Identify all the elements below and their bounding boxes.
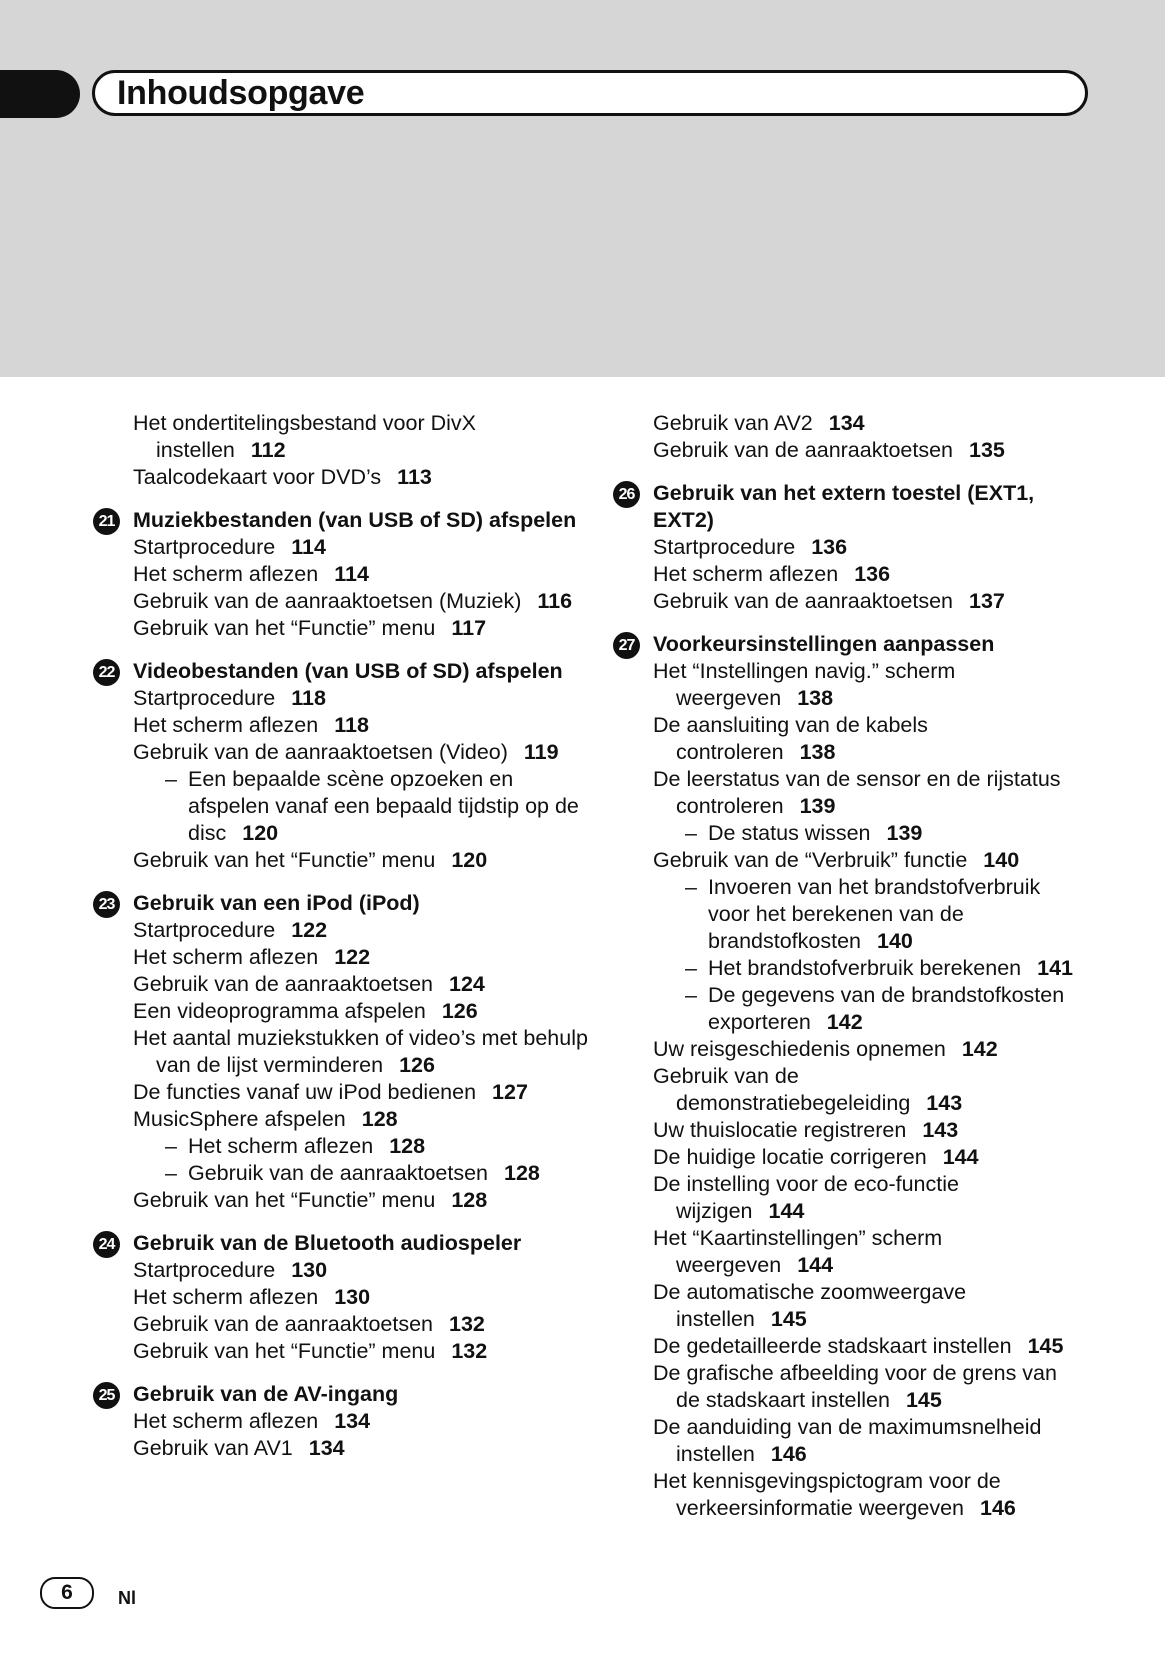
toc-entry[interactable] xyxy=(93,971,593,998)
toc-entry[interactable] xyxy=(613,1360,1083,1414)
toc-entry[interactable] xyxy=(613,1063,1083,1117)
entry-page-number: 141 xyxy=(1037,956,1074,980)
entry-text: Het scherm aflezen xyxy=(133,1285,319,1309)
entry-text: Het scherm aflezen xyxy=(653,562,839,586)
toc-section xyxy=(93,890,593,1214)
entry-page-number: 138 xyxy=(799,740,836,764)
entry-text: Startprocedure xyxy=(653,535,796,559)
toc-entry[interactable] xyxy=(613,1036,1083,1063)
entry-page-number: 117 xyxy=(451,616,487,640)
entry-text: Het scherm aflezen xyxy=(133,562,319,586)
entry-text: Gebruik van de aanraaktoetsen (Muziek) xyxy=(133,589,522,613)
entry-page-number: 113 xyxy=(397,465,432,489)
section-heading[interactable] xyxy=(93,658,593,685)
entry-page-number: 145 xyxy=(770,1307,807,1331)
entry-text: De gegevens van de brandstofkosten exporteren xyxy=(708,983,1065,1034)
entry-page-number: 143 xyxy=(922,1118,959,1142)
entry-page-number: 137 xyxy=(969,589,1005,613)
toc-entry[interactable] xyxy=(613,1144,1083,1171)
toc-entry[interactable] xyxy=(613,588,1083,615)
toc-entry[interactable] xyxy=(613,561,1083,588)
entry-text: De gedetailleerde stadskaart instellen xyxy=(653,1334,1012,1358)
toc-entry[interactable] xyxy=(93,1435,593,1462)
entry-page-number: 146 xyxy=(770,1442,807,1466)
section-heading[interactable] xyxy=(93,1381,593,1408)
header-background xyxy=(0,0,1165,377)
entry-page-number: 145 xyxy=(905,1388,942,1412)
toc-subentry[interactable] xyxy=(93,766,593,847)
section-title: Gebruik van een iPod (iPod) xyxy=(133,891,420,915)
entry-page-number: 134 xyxy=(828,411,865,435)
toc-entry[interactable] xyxy=(93,917,593,944)
entry-page-number: 116 xyxy=(537,589,573,613)
entry-page-number: 146 xyxy=(980,1496,1016,1520)
toc-entry[interactable] xyxy=(613,1468,1083,1522)
toc-section xyxy=(613,631,1083,1522)
entry-text: Startprocedure xyxy=(133,1258,276,1282)
entry-page-number: 143 xyxy=(926,1091,963,1115)
toc-subentry[interactable] xyxy=(613,820,1083,847)
page-title: Inhoudsopgave xyxy=(117,74,365,112)
entry-page-number: 138 xyxy=(797,686,834,710)
entry-page-number: 120 xyxy=(451,848,488,872)
entry-text: Gebruik van de aanraaktoetsen xyxy=(653,589,954,613)
entry-page-number: 139 xyxy=(886,821,923,845)
toc-subentry[interactable] xyxy=(93,1160,593,1187)
entry-text: De leerstatus van de sensor en de rijstatus controleren xyxy=(653,767,1061,818)
toc-entry[interactable] xyxy=(93,464,593,491)
entry-page-number: 127 xyxy=(492,1080,528,1104)
toc-section xyxy=(93,1230,593,1365)
entry-text: Gebruik van AV2 xyxy=(653,411,813,435)
section-title: Videobestanden (van USB of SD) afspelen xyxy=(133,659,563,683)
section-heading[interactable] xyxy=(93,1230,593,1257)
dash-bullet: – xyxy=(685,821,697,845)
dash-bullet: – xyxy=(165,1134,177,1158)
entry-page-number: 144 xyxy=(768,1199,805,1223)
toc-section xyxy=(93,658,593,874)
entry-page-number: 142 xyxy=(961,1037,998,1061)
toc-entry[interactable] xyxy=(613,1225,1083,1279)
entry-page-number: 112 xyxy=(250,438,286,462)
entry-text: Een videoprogramma afspelen xyxy=(133,999,426,1023)
entry-page-number: 122 xyxy=(291,918,328,942)
toc-entry[interactable] xyxy=(613,1117,1083,1144)
toc-entry[interactable] xyxy=(613,1414,1083,1468)
toc-subentry[interactable] xyxy=(613,874,1083,955)
toc-entry[interactable] xyxy=(613,712,1083,766)
entry-page-number: 130 xyxy=(334,1285,371,1309)
entry-text: Gebruik van de aanraaktoetsen xyxy=(133,1312,434,1336)
entry-page-number: 134 xyxy=(334,1409,371,1433)
entry-text: Gebruik van de demonstratiebegeleiding xyxy=(653,1064,911,1115)
entry-text: Gebruik van de aanraaktoetsen xyxy=(653,438,954,462)
entry-page-number: 134 xyxy=(308,1436,345,1460)
section-title: Gebruik van de AV-ingang xyxy=(133,1382,399,1406)
entry-text: Het scherm aflezen xyxy=(133,1409,319,1433)
toc-entry[interactable] xyxy=(93,739,593,766)
toc-entry[interactable] xyxy=(93,1106,593,1133)
section-number-badge: 25 xyxy=(93,1382,120,1409)
entry-text: De functies vanaf uw iPod bedienen xyxy=(133,1080,477,1104)
toc-entry[interactable] xyxy=(93,615,593,642)
toc-left-column xyxy=(93,410,593,1462)
entry-page-number: 128 xyxy=(451,1188,488,1212)
entry-page-number: 139 xyxy=(799,794,836,818)
toc-entry[interactable] xyxy=(93,1025,593,1079)
entry-page-number: 144 xyxy=(942,1145,979,1169)
toc-entry[interactable] xyxy=(93,410,593,464)
entry-text: Uw reisgeschiedenis opnemen xyxy=(653,1037,946,1061)
entry-text: Gebruik van de aanraaktoetsen xyxy=(133,972,434,996)
toc-entry[interactable] xyxy=(93,1408,593,1435)
section-title: Muziekbestanden (van USB of SD) afspelen xyxy=(133,508,577,532)
entry-text: Het brandstofverbruik berekenen xyxy=(708,956,1022,980)
header-tab-marker xyxy=(0,70,80,118)
title-box xyxy=(92,70,1088,116)
entry-text: Gebruik van de aanraaktoetsen xyxy=(188,1161,489,1185)
toc-right-column xyxy=(613,410,1083,1522)
toc-entry[interactable] xyxy=(93,944,593,971)
entry-page-number: 132 xyxy=(451,1339,488,1363)
toc-entry[interactable] xyxy=(93,998,593,1025)
entry-text: Startprocedure xyxy=(133,918,276,942)
entry-text: De grafische afbeelding voor de grens van de stadskaart instellen xyxy=(653,1361,1057,1412)
dash-bullet: – xyxy=(165,767,177,791)
toc-entry[interactable] xyxy=(613,766,1083,820)
entry-page-number: 118 xyxy=(334,713,369,737)
toc-entry[interactable] xyxy=(93,1311,593,1338)
dash-bullet: – xyxy=(685,983,697,1007)
entry-text: De status wissen xyxy=(708,821,871,845)
entry-text: Het “Kaartinstellingen” scherm weergeven xyxy=(653,1226,943,1277)
dash-bullet: – xyxy=(685,956,697,980)
section-heading[interactable] xyxy=(613,480,1083,534)
toc-entry[interactable] xyxy=(93,685,593,712)
entry-text: Startprocedure xyxy=(133,686,276,710)
section-number-badge: 22 xyxy=(93,659,120,686)
toc-entry[interactable] xyxy=(93,1257,593,1284)
entry-text: Gebruik van AV1 xyxy=(133,1436,293,1460)
toc-entry[interactable] xyxy=(93,847,593,874)
dash-bullet: – xyxy=(165,1161,177,1185)
entry-page-number: 135 xyxy=(969,438,1005,462)
entry-page-number: 126 xyxy=(441,999,478,1023)
toc-entry[interactable] xyxy=(93,588,593,615)
entry-page-number: 128 xyxy=(389,1134,426,1158)
section-number-badge: 26 xyxy=(613,481,640,508)
entry-text: Gebruik van het “Functie” menu xyxy=(133,616,436,640)
entry-page-number: 136 xyxy=(811,535,848,559)
entry-page-number: 132 xyxy=(449,1312,485,1336)
section-number-badge: 21 xyxy=(93,508,120,535)
entry-page-number: 126 xyxy=(399,1053,435,1077)
toc-entry[interactable] xyxy=(93,1187,593,1214)
toc-entry[interactable] xyxy=(613,410,1083,437)
toc-entry[interactable] xyxy=(93,1079,593,1106)
entry-text: MusicSphere afspelen xyxy=(133,1107,346,1131)
toc-section xyxy=(93,507,593,642)
entry-page-number: 128 xyxy=(504,1161,540,1185)
entry-page-number: 124 xyxy=(449,972,485,996)
toc-entry[interactable] xyxy=(93,534,593,561)
entry-text: Het ondertitelingsbestand voor DivX instellen xyxy=(133,411,476,462)
entry-text: Taalcodekaart voor DVD’s xyxy=(133,465,382,489)
toc-entry[interactable] xyxy=(93,1338,593,1365)
entry-text: De huidige locatie corrigeren xyxy=(653,1145,927,1169)
entry-page-number: 120 xyxy=(242,821,279,845)
entry-text: De instelling voor de eco-functie wijzigen xyxy=(653,1172,959,1223)
entry-text: Uw thuislocatie registreren xyxy=(653,1118,907,1142)
entry-text: De aanduiding van de maximumsnelheid instellen xyxy=(653,1415,1042,1466)
toc-entry[interactable] xyxy=(93,1284,593,1311)
entry-page-number: 144 xyxy=(797,1253,834,1277)
entry-page-number: 122 xyxy=(334,945,371,969)
toc-entry[interactable] xyxy=(613,847,1083,874)
entry-page-number: 128 xyxy=(361,1107,398,1131)
entry-text: Het “Instellingen navig.” scherm weergeven xyxy=(653,659,956,710)
entry-page-number: 136 xyxy=(854,562,891,586)
entry-text: Gebruik van het “Functie” menu xyxy=(133,1339,436,1363)
toc-section xyxy=(613,480,1083,615)
section-number-badge: 27 xyxy=(613,632,640,659)
toc-entry[interactable] xyxy=(613,534,1083,561)
entry-text: Het kennisgevingspictogram voor de verkeersinformatie weergeven xyxy=(653,1469,1001,1520)
entry-text: Gebruik van het “Functie” menu xyxy=(133,848,436,872)
entry-text: Het aantal muziekstukken of video’s met behulp van de lijst verminderen xyxy=(133,1026,588,1077)
section-title: Gebruik van het extern toestel (EXT1, EXT2) xyxy=(653,481,1035,532)
section-title: Voorkeursinstellingen aanpassen xyxy=(653,632,995,656)
section-heading[interactable] xyxy=(613,631,1083,658)
entry-text: De automatische zoomweergave instellen xyxy=(653,1280,967,1331)
entry-page-number: 140 xyxy=(877,929,913,953)
entry-text: Gebruik van het “Functie” menu xyxy=(133,1188,436,1212)
toc-entry[interactable] xyxy=(613,1171,1083,1225)
toc-subentry[interactable] xyxy=(93,1133,593,1160)
entry-text: Het scherm aflezen xyxy=(133,945,319,969)
toc-entry[interactable] xyxy=(613,658,1083,712)
entry-text: Startprocedure xyxy=(133,535,276,559)
entry-text: De aansluiting van de kabels controleren xyxy=(653,713,928,764)
entry-page-number: 130 xyxy=(291,1258,328,1282)
entry-page-number: 119 xyxy=(523,740,559,764)
toc-entry[interactable] xyxy=(613,1279,1083,1333)
entry-text: Gebruik van de “Verbruik” functie xyxy=(653,848,968,872)
toc-section xyxy=(93,410,593,491)
toc-entry[interactable] xyxy=(93,712,593,739)
entry-page-number: 142 xyxy=(826,1010,863,1034)
entry-text: Het scherm aflezen xyxy=(188,1134,374,1158)
language-code: Nl xyxy=(118,1588,136,1608)
entry-text: Een bepaalde scène opzoeken en afspelen vanaf een bepaald tijdstip op de disc xyxy=(188,767,579,845)
section-heading[interactable] xyxy=(93,890,593,917)
page-number: 6 xyxy=(40,1577,94,1609)
section-title: Gebruik van de Bluetooth audiospeler xyxy=(133,1231,522,1255)
toc-subentry[interactable] xyxy=(613,955,1083,982)
toc-entry[interactable] xyxy=(613,437,1083,464)
toc-subentry[interactable] xyxy=(613,982,1083,1036)
toc-section xyxy=(93,1381,593,1462)
toc-entry[interactable] xyxy=(613,1333,1083,1360)
toc-entry[interactable] xyxy=(93,561,593,588)
section-heading[interactable] xyxy=(93,507,593,534)
section-number-badge: 24 xyxy=(93,1231,120,1258)
section-number-badge: 23 xyxy=(93,891,120,918)
entry-page-number: 114 xyxy=(334,562,369,586)
entry-text: Gebruik van de aanraaktoetsen (Video) xyxy=(133,740,508,764)
entry-page-number: 114 xyxy=(291,535,326,559)
entry-page-number: 118 xyxy=(291,686,326,710)
toc-section xyxy=(613,410,1083,464)
dash-bullet: – xyxy=(685,875,697,899)
entry-text: Het scherm aflezen xyxy=(133,713,319,737)
entry-text: Invoeren van het brandstofverbruik voor het berekenen van de brandstofkosten xyxy=(708,875,1041,953)
entry-page-number: 140 xyxy=(983,848,1020,872)
entry-page-number: 145 xyxy=(1027,1334,1064,1358)
